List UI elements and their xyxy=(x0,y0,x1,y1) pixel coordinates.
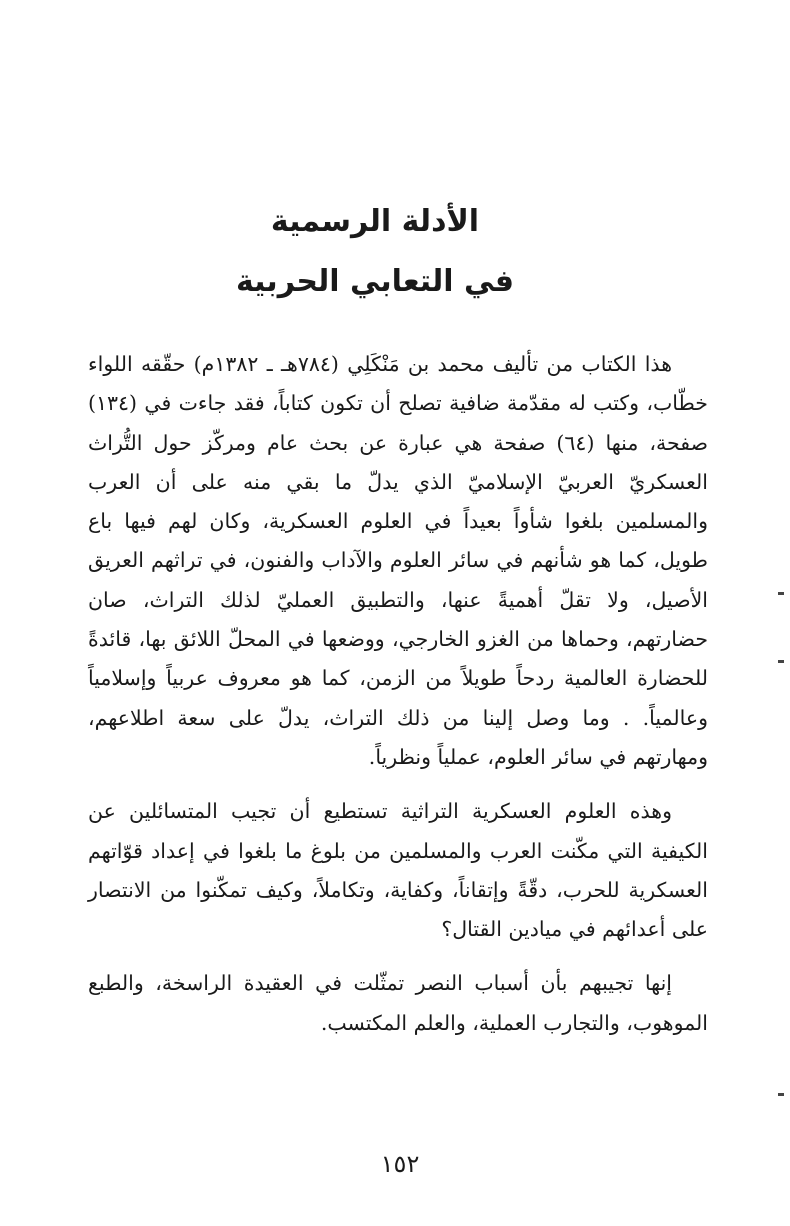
margin-mark xyxy=(778,592,784,595)
title-line-2: في التعابي الحربية xyxy=(235,264,515,299)
body-text xyxy=(88,345,708,1058)
paragraph-3: إنها تجيبهم بأن أسباب النصر تمثّلت في العقيدة الراسخة، والطبع الموهوب، والتجارب العملية، والعلم المكتسب. xyxy=(88,971,708,1035)
paragraph-1: هذا الكتاب من تأليف محمد بن مَنْكَلِي (٧٨٤هـ ـ ١٣٨٢م) حقّقه اللواء خطّاب، وكتب له مقدّمة ضافية تصلح أن تكون كتاباً، فقد جاءت في (١٣٤) صفحة، منها (٦٤) صفحة هي عبارة عن بحث عام ومركّز حول التُّراث العسكريّ العربيّ الإسلاميّ الذي يدلّ ما بقي منه على أن العرب والمسلمين بلغوا شأواً بعيداً في العلوم العسكرية، وكان لهم فيها باع طويل، كما هو شأنهم في سائر العلوم والآداب والفنون، في تراثهم العريق الأصيل، ولا تقلّ أهميةً عنها، والتطبيق العمليّ لذلك التراث، صان حضارتهم، وحماها من الغزو الخارجي، ووضعها في المحلّ اللائق بها، قائدةً للحضارة العالمية ردحاً طويلاً من الزمن، كما هو معروف عربياً وإسلامياً وعالمياً. . وما وصل إلينا من ذلك التراث، يدلّ على سعة اطلاعهم، ومهارتهم في سائر العلوم، عملياً ونظرياً. xyxy=(88,352,708,769)
paragraph-2: وهذه العلوم العسكرية التراثية تستطيع أن تجيب المتسائلين عن الكيفية التي مكّنت العرب والمسلمين من بلوغ ما بلغوا في إعداد قوّاتهم العسكرية للحرب، دقّةً وإتقاناً، وكفاية، وتكاملاً، وكيف تمكّنوا من الانتصار على أعدائهم في ميادين القتال؟ xyxy=(88,799,708,942)
margin-mark xyxy=(778,660,784,663)
margin-mark xyxy=(778,1093,784,1096)
chapter-title xyxy=(0,192,790,312)
page-number: ١٥٢ xyxy=(380,1150,420,1178)
title-line-1: الأدلة الرسمية xyxy=(270,204,480,239)
